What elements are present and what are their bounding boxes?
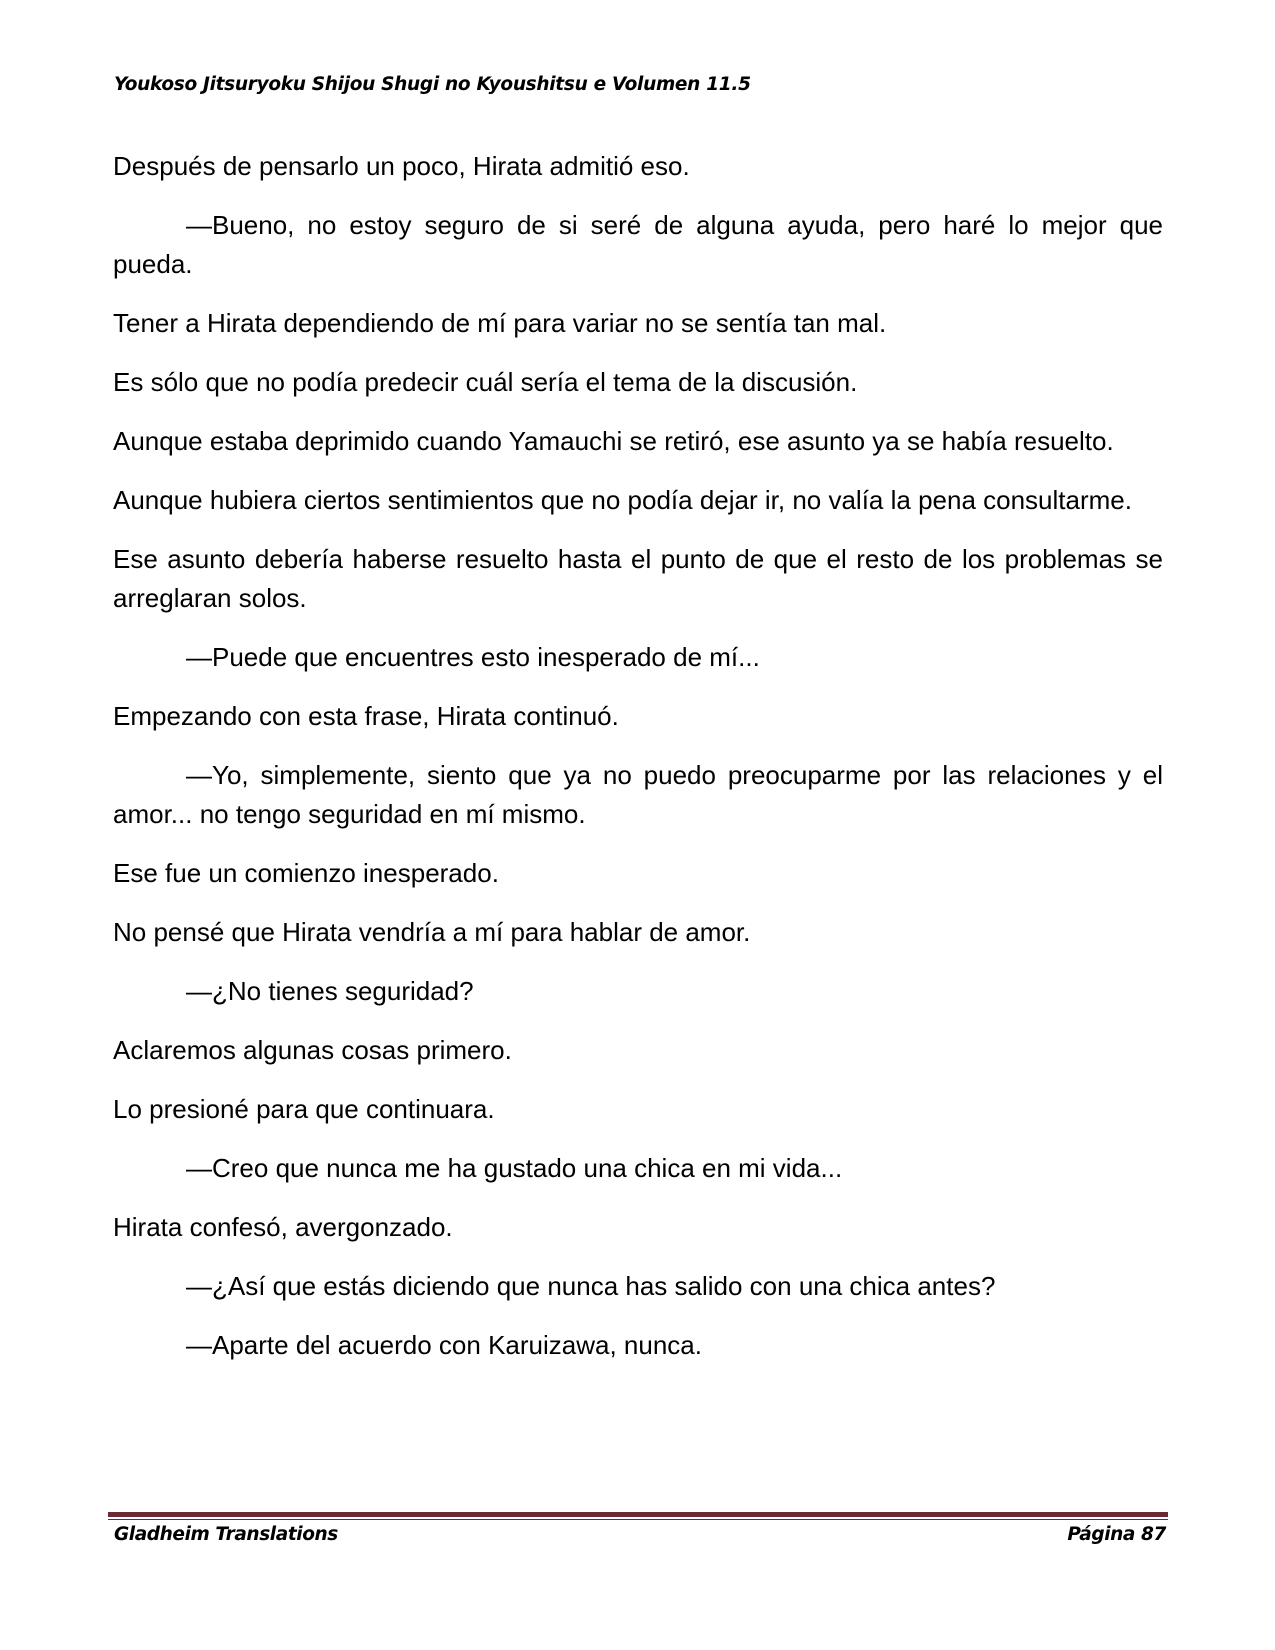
dialog-paragraph: —¿Así que estás diciendo que nunca has salido con una chica antes?	[186, 1271, 996, 1301]
paragraph: Después de pensarlo un poco, Hirata admitió eso.	[113, 151, 690, 181]
page-footer	[114, 1524, 1166, 1545]
footer-divider	[108, 1512, 1168, 1520]
paragraph: Aunque estaba deprimido cuando Yamauchi se retiró, ese asunto ya se había resuelto.	[113, 426, 1114, 456]
paragraph: Lo presioné para que continuara.	[113, 1094, 495, 1124]
paragraph: Ese fue un comienzo inesperado.	[113, 858, 499, 888]
dialog-paragraph: —Aparte del acuerdo con Karuizawa, nunca.	[186, 1330, 702, 1360]
paragraph: Tener a Hirata dependiendo de mí para variar no se sentía tan mal.	[113, 308, 887, 338]
paragraph: Aclaremos algunas cosas primero.	[113, 1035, 512, 1065]
page-number: Página 87	[1067, 1524, 1166, 1545]
dialog-paragraph: —Puede que encuentres esto inesperado de mí...	[186, 642, 760, 672]
body-text	[113, 147, 1163, 1385]
paragraph: Hirata confesó, avergonzado.	[113, 1212, 453, 1242]
footer-divider-thick	[108, 1512, 1168, 1517]
running-header: Youkoso Jitsuryoku Shijou Shugi no Kyoushitsu e Volumen 11.5	[114, 74, 751, 95]
dialog-paragraph: —Bueno, no estoy seguro de si seré de alguna ayuda, pero haré lo mejor que pueda.	[113, 210, 1163, 279]
paragraph: Aunque hubiera ciertos sentimientos que no podía dejar ir, no valía la pena consultarme.	[113, 485, 1132, 515]
footer-credit: Gladheim Translations	[114, 1524, 338, 1545]
paragraph: No pensé que Hirata vendría a mí para hablar de amor.	[113, 917, 751, 947]
dialog-paragraph: —Yo, simplemente, siento que ya no puedo preocuparme por las relaciones y el amor... no tengo seguridad en mí mismo.	[113, 760, 1163, 829]
dialog-paragraph: —Creo que nunca me ha gustado una chica en mi vida...	[186, 1153, 843, 1183]
dialog-paragraph: —¿No tienes seguridad?	[186, 976, 474, 1006]
paragraph: Ese asunto debería haberse resuelto hasta el punto de que el resto de los problemas se arreglaran solos.	[113, 544, 1163, 613]
paragraph: Es sólo que no podía predecir cuál sería el tema de la discusión.	[113, 367, 858, 397]
footer-divider-thin	[108, 1519, 1168, 1520]
paragraph: Empezando con esta frase, Hirata continuó.	[113, 701, 619, 731]
